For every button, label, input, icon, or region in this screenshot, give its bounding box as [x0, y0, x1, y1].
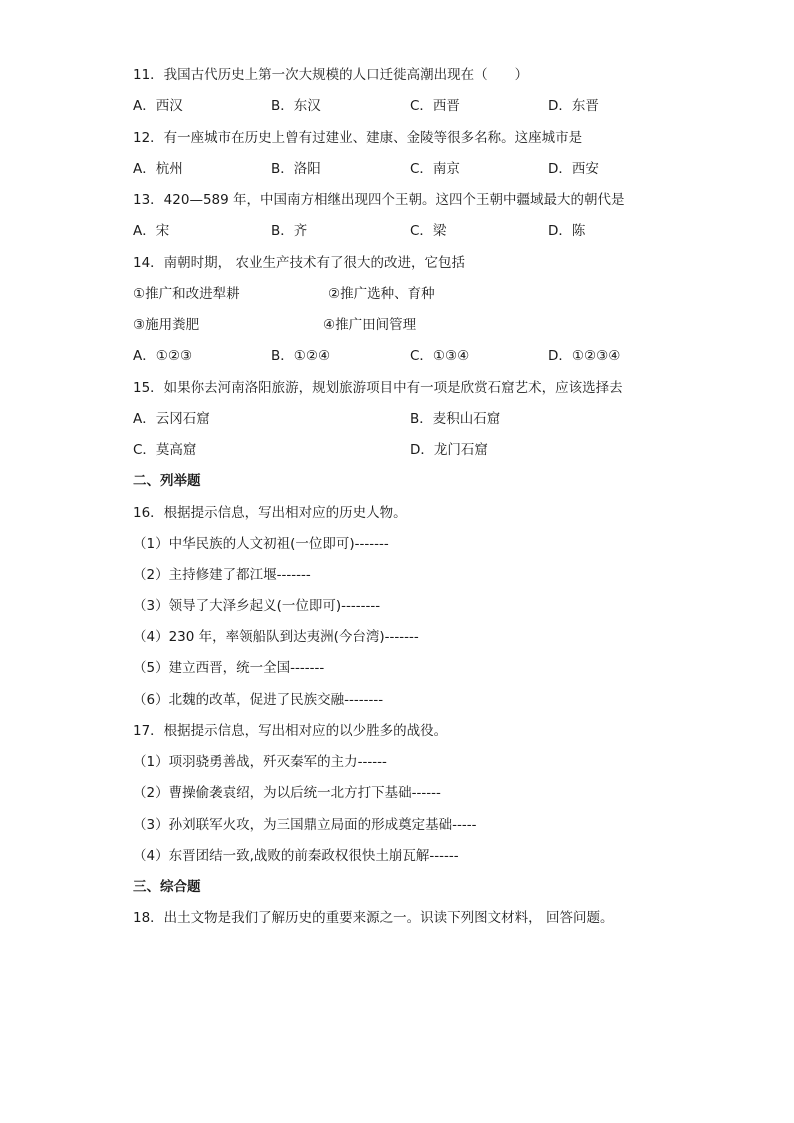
q16-item-4: （4）230 年，率领船队到达夷洲(今台湾)------- [133, 629, 419, 645]
question-16-stem: 16．根据提示信息，写出相对应的历史人物。 [133, 505, 407, 521]
section-2-heading: 二、列举题 [133, 473, 201, 489]
q11-option-a: A．西汉 [133, 98, 183, 114]
q16-item-3: （3）领导了大泽乡起义(一位即可)-------- [133, 598, 381, 614]
q17-item-1: （1）项羽骁勇善战，歼灭秦军的主力------ [133, 754, 387, 770]
question-18-stem: 18．出土文物是我们了解历史的重要来源之一。识读下列图文材料， 回答问题。 [133, 910, 614, 926]
q17-item-4: （4）东晋团结一致,战败的前秦政权很快土崩瓦解------ [133, 848, 459, 864]
q12-option-b: B．洛阳 [271, 161, 321, 177]
q16-item-1: （1）中华民族的人文初祖(一位即可)------- [133, 536, 389, 552]
q16-item-2: （2）主持修建了都江堰------- [133, 567, 311, 583]
q12-option-c: C．南京 [410, 161, 460, 177]
q17-item-2: （2）曹操偷袭袁绍，为以后统一北方打下基础------ [133, 785, 441, 801]
q12-option-a: A．杭州 [133, 161, 183, 177]
question-14-stem: 14．南朝时期， 农业生产技术有了很大的改进，它包括 [133, 255, 465, 271]
q13-option-a: A．宋 [133, 223, 170, 239]
q14-option-c: C．①③④ [410, 348, 470, 364]
q13-option-d: D．陈 [548, 223, 586, 239]
q14-item-1: ①推广和改进犁耕 [133, 286, 240, 302]
q16-item-5: （5）建立西晋，统一全国------- [133, 660, 325, 676]
q13-option-c: C．梁 [410, 223, 447, 239]
q12-option-d: D．西安 [548, 161, 599, 177]
q15-option-c: C．莫高窟 [133, 442, 197, 458]
q14-item-2: ②推广选种、育种 [328, 286, 435, 302]
q11-option-d: D．东晋 [548, 98, 599, 114]
q14-item-4: ④推广田间管理 [323, 317, 417, 333]
q14-option-a: A．①②③ [133, 348, 193, 364]
q11-option-c: C．西晋 [410, 98, 460, 114]
q14-option-b: B．①②④ [271, 348, 331, 364]
q17-item-3: （3）孙刘联军火攻，为三国鼎立局面的形成奠定基础----- [133, 817, 477, 833]
q14-option-d: D．①②③④ [548, 348, 621, 364]
q15-option-b: B．麦积山石窟 [410, 411, 501, 427]
q11-option-b: B．东汉 [271, 98, 321, 114]
question-15-stem: 15．如果你去河南洛阳旅游，规划旅游项目中有一项是欣赏石窟艺术，应该选择去 [133, 380, 623, 396]
question-13-stem: 13．420—589 年，中国南方相继出现四个王朝。这四个王朝中疆域最大的朝代是 [133, 192, 625, 208]
question-12-stem: 12．有一座城市在历史上曾有过建业、建康、金陵等很多名称。这座城市是 [133, 130, 583, 146]
q15-option-a: A．云冈石窟 [133, 411, 210, 427]
q14-item-3: ③施用粪肥 [133, 317, 200, 333]
q13-option-b: B．齐 [271, 223, 308, 239]
section-3-heading: 三、综合题 [133, 879, 201, 895]
q15-option-d: D．龙门石窟 [410, 442, 488, 458]
q16-item-6: （6）北魏的改革，促进了民族交融-------- [133, 692, 384, 708]
question-17-stem: 17．根据提示信息，写出相对应的以少胜多的战役。 [133, 723, 448, 739]
question-11-stem: 11．我国古代历史上第一次大规模的人口迁徙高潮出现在（ ） [133, 67, 529, 83]
